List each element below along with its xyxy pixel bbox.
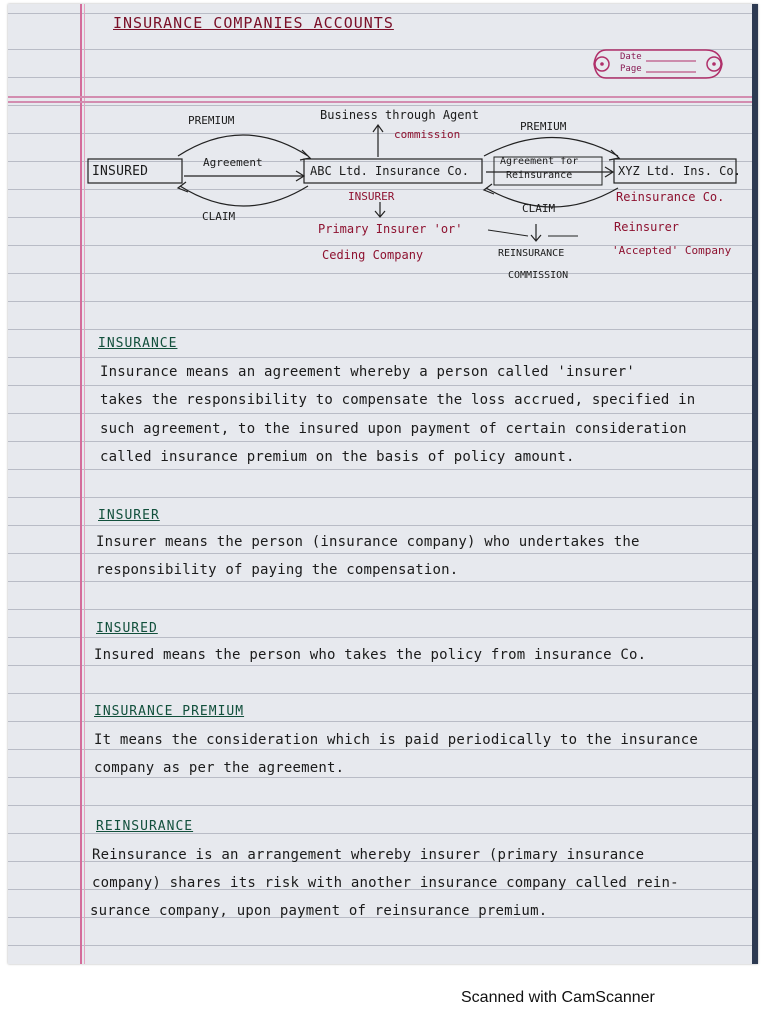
- section-line: takes the responsibility to compensate the loss accrued, specified in: [100, 392, 696, 408]
- section-line: Insurer means the person (insurance company) who undertakes the: [96, 534, 640, 550]
- date-label: Date: [620, 52, 642, 62]
- section-heading: INSURANCE PREMIUM: [94, 704, 245, 719]
- scanner-watermark: Scanned with CamScanner: [461, 989, 655, 1006]
- section-line: called insurance premium on the basis of policy amount.: [100, 449, 575, 465]
- accepted-company-label: 'Accepted' Company: [612, 244, 732, 257]
- business-label: Business through Agent: [320, 108, 479, 122]
- xyz-box-label: XYZ Ltd. Ins. Co.: [618, 164, 741, 178]
- agreement-reinsurance-label: Agreement for: [500, 156, 579, 167]
- claim-left-label: CLAIM: [202, 210, 236, 223]
- section-line: company as per the agreement.: [94, 760, 345, 776]
- agreement-label: Agreement: [203, 156, 263, 169]
- section-heading: INSURANCE: [98, 336, 178, 351]
- commission-label: commission: [394, 128, 461, 141]
- section-line: It means the consideration which is paid periodically to the insurance: [94, 732, 699, 748]
- reinsurance-co-label: Reinsurance Co.: [616, 190, 725, 204]
- insured-box-label: INSURED: [92, 164, 149, 179]
- claim-right-label: CLAIM: [522, 202, 556, 215]
- notebook-page: [8, 4, 758, 964]
- section-line: company) shares its risk with another insurance company called rein-: [92, 875, 679, 891]
- reinsurance-commission-label: REINSURANCE: [498, 248, 565, 259]
- section-line: such agreement, to the insured upon payment of certain consideration: [100, 421, 687, 437]
- primary-insurer-label: Primary Insurer 'or': [318, 222, 463, 236]
- ceding-company-label: Ceding Company: [322, 248, 424, 262]
- section-line: surance company, upon payment of reinsurance premium.: [90, 903, 548, 919]
- page-label: Page: [620, 64, 642, 74]
- abc-box-label: ABC Ltd. Insurance Co.: [310, 164, 469, 178]
- insurer-label: INSURER: [348, 190, 395, 203]
- section-heading: REINSURANCE: [96, 819, 194, 834]
- reinsurance-subtext-label: Reinsurance: [506, 170, 573, 181]
- page-title: INSURANCE COMPANIES ACCOUNTS: [113, 14, 394, 32]
- section-line: Reinsurance is an arrangement whereby insurer (primary insurance: [92, 847, 645, 863]
- section-heading: INSURER: [98, 508, 160, 523]
- premium-left-label: PREMIUM: [188, 114, 235, 127]
- reinsurance-commission-label-2: COMMISSION: [508, 270, 569, 281]
- reinsurer-label: Reinsurer: [614, 220, 680, 234]
- section-line: Insured means the person who takes the policy from insurance Co.: [94, 647, 647, 663]
- section-line: responsibility of paying the compensation.: [96, 562, 459, 578]
- section-line: Insurance means an agreement whereby a person called 'insurer': [100, 364, 635, 380]
- premium-right-label: PREMIUM: [520, 120, 567, 133]
- section-heading: INSURED: [96, 621, 158, 636]
